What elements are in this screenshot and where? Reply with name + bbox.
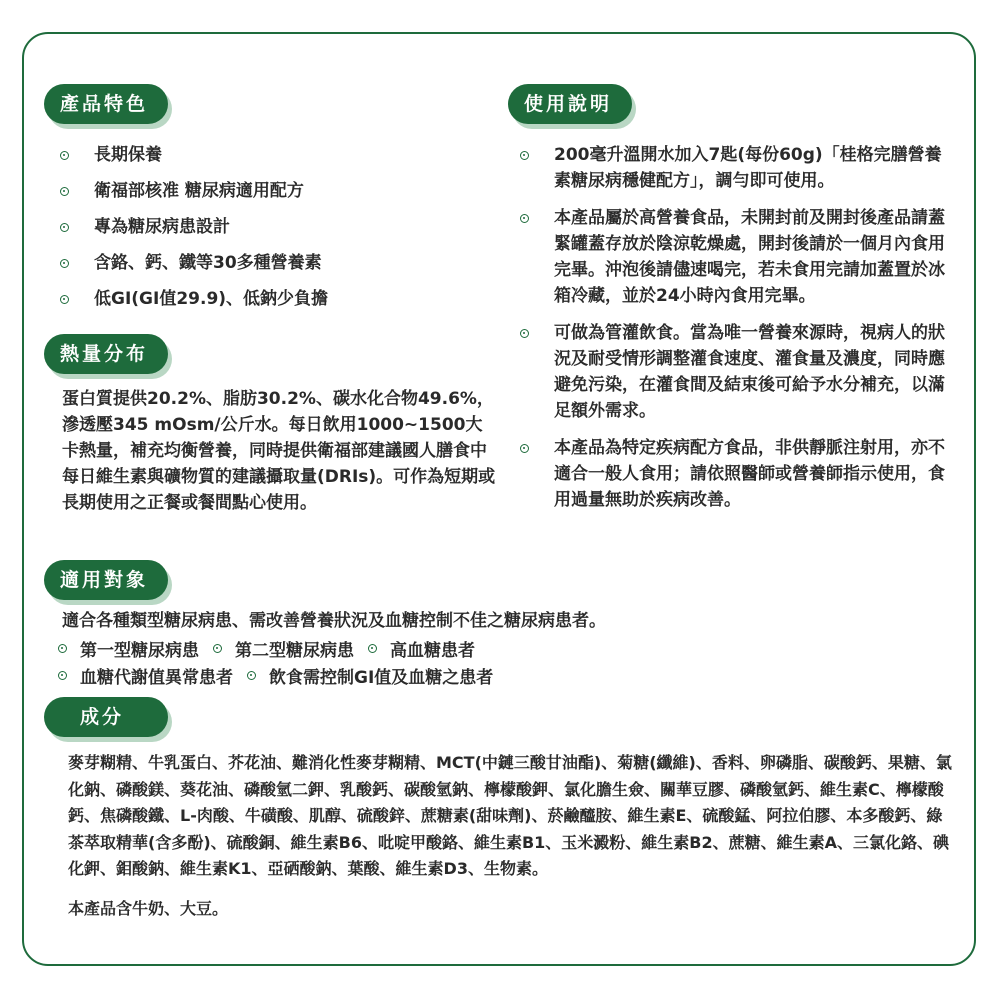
bullet-icon bbox=[58, 671, 67, 680]
bullet-icon bbox=[368, 644, 377, 653]
target-item bbox=[247, 663, 493, 688]
list-item-text: 長期保養 bbox=[94, 145, 162, 165]
bullet-icon bbox=[247, 671, 256, 680]
bullet-icon bbox=[60, 259, 69, 268]
list-item bbox=[60, 143, 480, 167]
target-item-text: 血糖代謝值異常患者 bbox=[80, 668, 233, 688]
bullet-icon bbox=[60, 223, 69, 232]
target-heading: 適用對象 bbox=[44, 560, 168, 600]
bullet-icon bbox=[520, 329, 529, 338]
list-item bbox=[520, 435, 956, 513]
list-item bbox=[520, 320, 956, 424]
list-item-text: 本產品為特定疾病配方食品，非供靜脈注射用，亦不適合一般人食用；請依照醫師或營養師指示使用，食用過量無助於疾病改善。 bbox=[554, 438, 945, 510]
bullet-icon bbox=[58, 644, 67, 653]
usage-list bbox=[520, 142, 956, 524]
target-intro: 適合各種類型糖尿病患、需改善營養狀況及血糖控制不佳之糖尿病患者。 bbox=[62, 611, 606, 631]
list-item-text: 本產品屬於高營養食品，未開封前及開封後產品請蓋緊罐蓋存放於陰涼乾燥處，開封後請於一個月內食用完畢。沖泡後請儘速喝完，若未食用完請加蓋置於冰箱冷藏，並於24小時內食用完畢。 bbox=[554, 208, 945, 306]
target-item-text: 飲食需控制GI值及血糖之患者 bbox=[269, 668, 494, 688]
list-item-text: 可做為管灌飲食。當為唯一營養來源時，視病人的狀況及耐受情形調整灌食速度、灌食量及濃度，同時應避免污染，在灌食間及結束後可給予水分補充，以滿足額外需求。 bbox=[554, 323, 945, 421]
bullet-icon bbox=[60, 187, 69, 196]
usage-heading: 使用說明 bbox=[508, 84, 632, 124]
features-heading: 產品特色 bbox=[44, 84, 168, 124]
target-item-text: 高血糖患者 bbox=[390, 641, 475, 661]
target-item bbox=[58, 636, 199, 661]
list-item bbox=[60, 251, 480, 275]
list-item-text: 低GI(GI值29.9)、低鈉少負擔 bbox=[94, 289, 329, 309]
calories-text: 蛋白質提供20.2%、脂肪30.2%、碳水化合物49.6%，滲透壓345 mOsm/公斤水。每日飲用1000~1500大卡熱量，補充均衡營養，同時提供衛福部建議國人膳食中每日維生素與礦物質的建議攝取量(DRIs)。可作為短期或長期使用之正餐或餐間點心使用。 bbox=[62, 389, 496, 513]
features-list bbox=[60, 143, 480, 323]
calories-heading: 熱量分布 bbox=[44, 334, 168, 374]
list-item bbox=[60, 215, 480, 239]
bullet-icon bbox=[213, 644, 222, 653]
ingredients-heading: 成分 bbox=[44, 697, 168, 737]
bullet-icon bbox=[60, 295, 69, 304]
target-item bbox=[213, 636, 354, 661]
allergen-text: 本產品含牛奶、大豆。 bbox=[68, 899, 229, 918]
bullet-icon bbox=[520, 214, 529, 223]
list-item-text: 含鉻、鈣、鐵等30多種營養素 bbox=[94, 253, 322, 273]
list-item bbox=[520, 142, 956, 194]
target-item bbox=[368, 636, 475, 661]
target-item bbox=[58, 663, 233, 688]
bullet-icon bbox=[520, 151, 529, 160]
target-row-1 bbox=[58, 636, 489, 661]
list-item bbox=[60, 179, 480, 203]
list-item-text: 200毫升溫開水加入7匙(每份60g)「桂格完膳營養素糖尿病穩健配方」，調勻即可使用。 bbox=[554, 145, 942, 191]
list-item-text: 衛福部核准 糖尿病適用配方 bbox=[94, 181, 304, 201]
list-item-text: 專為糖尿病患設計 bbox=[94, 217, 230, 237]
bullet-icon bbox=[520, 444, 529, 453]
target-item-text: 第一型糖尿病患 bbox=[80, 641, 199, 661]
target-row-2 bbox=[58, 663, 507, 688]
bullet-icon bbox=[60, 151, 69, 160]
ingredients-text: 麥芽糊精、牛乳蛋白、芥花油、難消化性麥芽糊精、MCT(中鏈三酸甘油酯)、菊糖(纖維)、香料、卵磷脂、碳酸鈣、果糖、氯化鈉、磷酸鎂、葵花油、磷酸氫二鉀、乳酸鈣、碳酸氫鈉、檸檬酸鉀、氯化膽生僉、關華豆膠、磷酸氫鈣、維生素C、檸檬酸鈣、焦磷酸鐵、L-肉酸、牛磺酸、肌醇、硫酸鋅、蔗糖素(甜味劑)、菸鹼醯胺、維生素E、硫酸錳、阿拉伯膠、本多酸鈣、綠茶萃取精華(含多酚)、硫酸銅、維生素B6、吡啶甲酸鉻、維生素B1、玉米澱粉、維生素B2、蔗糖、維生素A、三氯化鉻、碘化鉀、鉬酸鈉、維生素K1、亞硒酸鈉、葉酸、維生素D3、生物素。 bbox=[68, 753, 952, 878]
list-item bbox=[60, 287, 480, 311]
list-item bbox=[520, 205, 956, 309]
target-item-text: 第二型糖尿病患 bbox=[235, 641, 354, 661]
